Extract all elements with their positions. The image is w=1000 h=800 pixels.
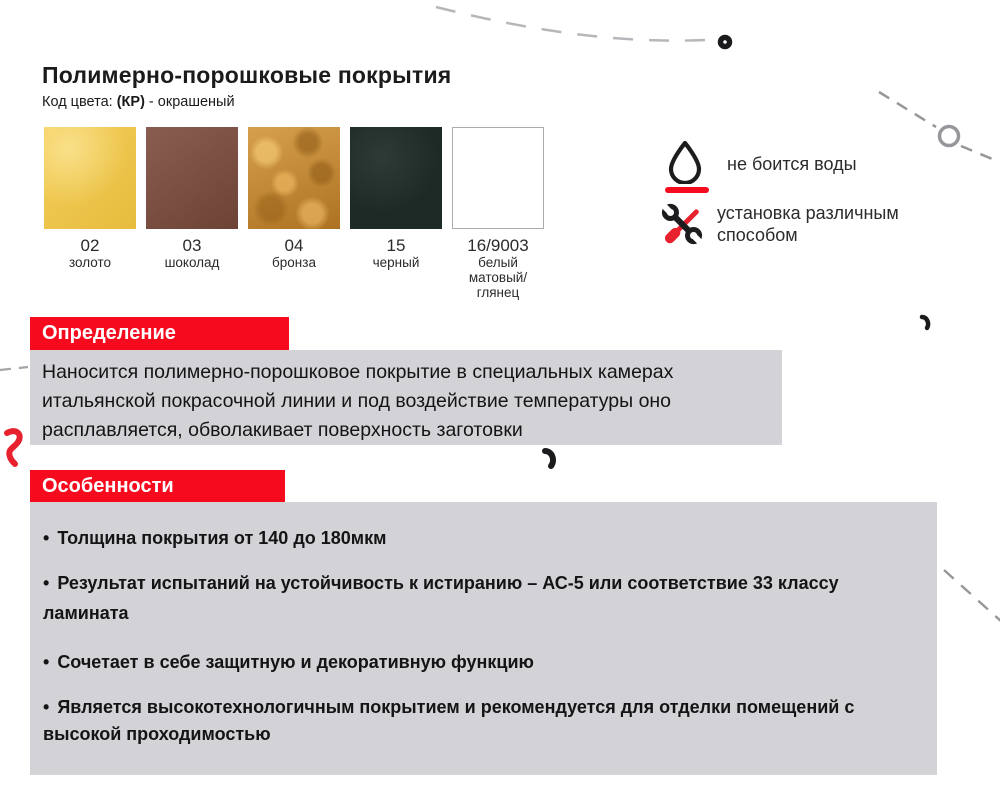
- swatch-black-color: [350, 127, 442, 229]
- definition-text: Наносится полимерно-порошковое покрытие в специальных камерах итальянской покрасочной линии и под воздействие температуры оно расплавляется, обволакивает поверхность заготовки: [42, 361, 674, 441]
- subtitle-suffix: - окрашеный: [144, 94, 235, 110]
- bullet-dot: •: [43, 573, 50, 593]
- feature-text: Результат испытаний на устойчивость к истиранию – АС-5 или соответствие 33 классу ламината: [43, 573, 839, 623]
- dashed-line-decoration: [0, 367, 28, 370]
- feature-bullet: [43, 568, 873, 628]
- swatch-name: черный: [372, 255, 420, 270]
- features-panel: [30, 502, 937, 775]
- bullet-dot: •: [43, 528, 50, 548]
- comma-decoration: [545, 451, 553, 466]
- swatch-name: бронза: [272, 255, 316, 270]
- swatch-bronze: [248, 127, 340, 300]
- swatch-chocolate: [146, 127, 238, 300]
- swatch-code: 15: [386, 236, 406, 255]
- swatch-bronze-color: [248, 127, 340, 229]
- page-title: Полимерно-порошковые покрытия: [42, 62, 452, 88]
- swatch-code: 03: [182, 236, 202, 255]
- section-header-features: Особенности: [30, 470, 285, 502]
- swatch-gold-color: [44, 127, 136, 229]
- feature-bullet: [43, 524, 873, 552]
- swatch-code: 02: [80, 236, 100, 255]
- swatch-chocolate-color: [146, 127, 238, 229]
- swatch-black: [350, 127, 442, 300]
- swatch-code: 04: [284, 236, 304, 255]
- donut-dot-decoration: [721, 38, 730, 47]
- red-squiggle-decoration: [7, 431, 20, 464]
- comma-decoration: [922, 317, 928, 328]
- dashed-line-decoration: [944, 570, 1000, 622]
- subtitle-code: (КР): [116, 94, 145, 110]
- swatch-gold: [44, 127, 136, 300]
- section-header-definition: Определение: [30, 317, 289, 350]
- swatch-code: 16/9003: [467, 236, 529, 255]
- swatch-white-color: [452, 127, 544, 229]
- bullet-dot: •: [43, 652, 50, 672]
- swatch-name-line2: матовый/глянец: [468, 270, 528, 300]
- water-drop-icon: [666, 140, 704, 184]
- bullet-dot: •: [43, 697, 50, 717]
- dashed-line-decoration: [879, 92, 936, 127]
- color-code-subtitle: [42, 94, 235, 110]
- tools-icon: [660, 202, 704, 246]
- swatch-name: шоколад: [164, 255, 220, 270]
- ring-decoration: [940, 127, 959, 146]
- red-underline: [665, 187, 709, 193]
- subtitle-prefix: Код цвета:: [42, 94, 117, 110]
- swatch-name: золото: [68, 255, 112, 270]
- swatch-name: белый: [478, 255, 518, 270]
- feature-text: Толщина покрытия от 140 до 180мкм: [57, 528, 387, 548]
- feature-text: Является высокотехнологичным покрытием и рекомендуется для отделки помещений с высокой проходимостью: [43, 697, 855, 744]
- feature-bullet: [43, 648, 873, 676]
- swatch-white: [452, 127, 544, 300]
- feature-text: Сочетает в себе защитную и декоративную функцию: [57, 652, 534, 672]
- feature-bullet: [43, 694, 873, 748]
- color-swatch-row: [44, 127, 544, 300]
- dashed-curve-decoration: [436, 7, 706, 41]
- benefit-label-water: не боится воды: [727, 154, 857, 174]
- dashed-line-decoration: [961, 146, 997, 161]
- benefit-label-install: установка различным способом: [717, 203, 899, 245]
- definition-panel: [30, 350, 782, 445]
